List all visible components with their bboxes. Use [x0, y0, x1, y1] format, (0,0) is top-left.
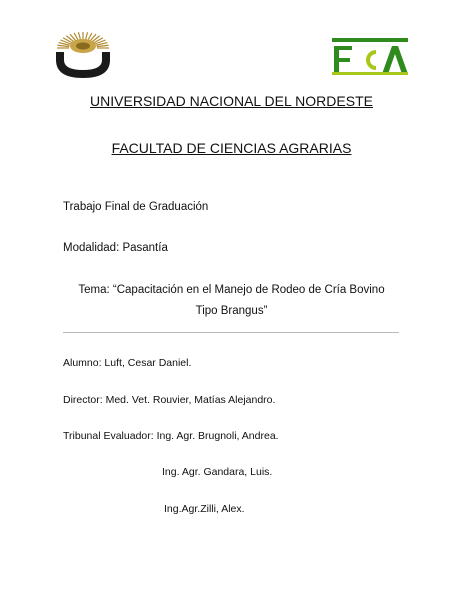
fca-logo-icon — [330, 36, 410, 78]
tribunal-member-1: Tribunal Evaluador: Ing. Agr. Brugnoli, Andrea. — [63, 430, 279, 442]
work-topic-line1: Tema: “Capacitación en el Manejo de Rodeo de Cría Bovino — [78, 284, 385, 296]
university-title: UNIVERSIDAD NACIONAL DEL NORDESTE — [90, 93, 373, 109]
section-divider — [63, 332, 399, 333]
unne-sun-logo-icon — [50, 30, 116, 80]
work-topic-line2: Tipo Brangus” — [195, 305, 268, 317]
work-type: Trabajo Final de Graduación — [63, 201, 209, 213]
tribunal-member-2: Ing. Agr. Gandara, Luis. — [162, 466, 273, 478]
faculty-title: FACULTAD DE CIENCIAS AGRARIAS — [111, 140, 352, 156]
director-name: Director: Med. Vet. Rouvier, Matías Alejandro. — [63, 394, 276, 406]
student-name: Alumno: Luft, Cesar Daniel. — [63, 357, 192, 369]
tribunal-member-3: Ing.Agr.Zilli, Alex. — [164, 503, 245, 515]
work-modality: Modalidad: Pasantía — [63, 242, 168, 254]
